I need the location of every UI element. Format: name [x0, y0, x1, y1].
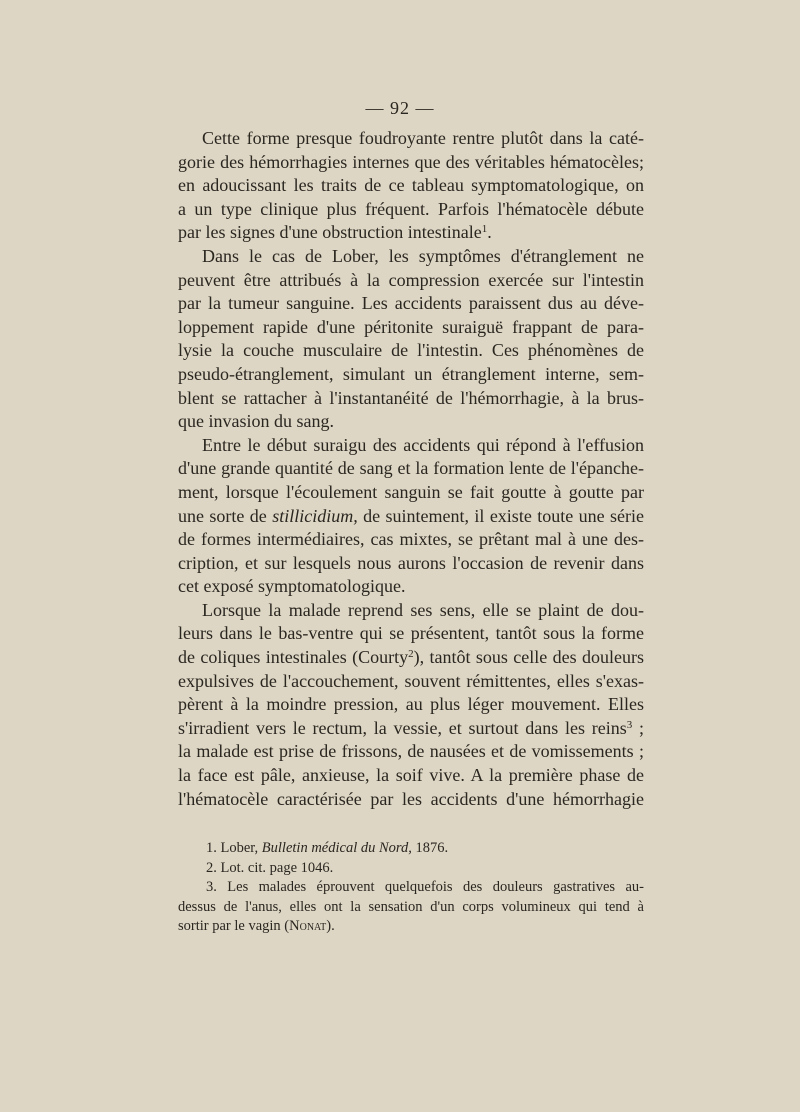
text-line: blent se rattacher à l'instantanéité de l'hémorrhagie, à la brus- — [178, 387, 644, 408]
text-line: Entre le début suraigu des accidents qui répond à l'effusion — [202, 434, 644, 455]
body-text — [178, 127, 644, 811]
footnote-marker: 1 — [481, 223, 488, 236]
footnote-2: 2. Lot. cit. page 1046. — [206, 859, 334, 876]
paragraph-2 — [178, 245, 644, 434]
page-number: — 92 — — [365, 98, 435, 118]
footnote-3-line: 3. Les malades éprouvent quelquefois des douleurs gastratives au- — [206, 879, 644, 895]
text-line — [178, 221, 644, 245]
text-fragment: de coliques intestinales (Courty — [178, 647, 409, 668]
text-fragment: une sorte de — [178, 505, 273, 526]
text-fragment: ; — [632, 717, 644, 738]
paragraph-4 — [178, 599, 644, 811]
text-fragment: par les signes d'une obstruction intestinale — [178, 222, 482, 243]
text-line: ment, lorsque l'écoulement sanguin se fait goutte à goutte par — [178, 481, 644, 502]
italic-term: stillicidium, — [272, 505, 358, 526]
footnote-1 — [178, 839, 644, 859]
text-line: en adoucissant les traits de ce tableau symptomatologique, on — [178, 175, 644, 196]
text-fragment: ). — [326, 918, 335, 934]
text-fragment: ), tantôt sous celle des douleurs — [413, 647, 645, 668]
text-fragment: . — [487, 222, 492, 243]
text-line: expulsives de l'accouchement, souvent rémittentes, elles s'exas- — [178, 670, 644, 691]
text-line — [178, 646, 644, 670]
text-line: gorie des hémorrhagies internes que des véritables hématocèles; — [178, 151, 644, 172]
text-line: l'hématocèle caractérisée par les accidents d'une hémorrhagie — [178, 788, 644, 809]
text-fragment: 1876. — [411, 840, 449, 856]
text-line: que invasion du sang. — [178, 411, 334, 432]
footnote-marker: 2 — [408, 648, 414, 661]
text-line: pèrent à la moindre pression, au plus léger mouvement. Elles — [178, 694, 644, 715]
text-fragment: de suintement, il existe toute une série — [357, 505, 644, 526]
text-line: cription, et sur lesquels nous aurons l'occasion de revenir dans — [178, 552, 644, 573]
text-line: peuvent être attribués à la compression exercée sur l'intestin — [178, 269, 644, 290]
text-line: leurs dans le bas-ventre qui se présentent, tantôt sous la forme — [178, 623, 644, 644]
text-line: a un type clinique plus fréquent. Parfois l'hématocèle débute — [178, 198, 644, 219]
text-fragment: s'irradient vers le rectum, la vessie, et surtout dans les reins — [178, 717, 627, 738]
text-line: cet exposé symptomatologique. — [178, 576, 406, 597]
text-line: la malade est prise de frissons, de nausées et de vomissements ; — [178, 741, 644, 762]
text-fragment: 1. Lober, — [206, 840, 262, 856]
text-line: la face est pâle, anxieuse, la soif vive. A la première phase de — [178, 765, 644, 786]
footnote-marker: 3 — [626, 718, 633, 731]
text-line: loppement rapide d'une péritonite suraiguë frappant de para- — [178, 316, 644, 337]
paragraph-3 — [178, 434, 644, 599]
text-line: de formes intermédiaires, cas mixtes, se prêtant mal à une des- — [178, 529, 644, 550]
paragraph-1 — [178, 127, 644, 245]
text-line: Dans le cas de Lober, les symptômes d'étranglement ne — [202, 245, 644, 266]
footnote-3-line: dessus de l'anus, elles ont la sensation d'un corps volumineux qui tend à — [178, 898, 644, 915]
text-fragment: sortir par le vagin ( — [178, 918, 290, 934]
text-line: Lorsque la malade reprend ses sens, elle se plaint de dou- — [202, 599, 644, 620]
italic-title: Bulletin médical du Nord, — [261, 840, 412, 856]
text-line — [178, 505, 644, 529]
text-line — [178, 717, 644, 741]
text-line: par la tumeur sanguine. Les accidents paraissent dus au déve- — [178, 293, 644, 314]
author-name: Nonat — [289, 918, 327, 934]
text-line: Cette forme presque foudroyante rentre plutôt dans la caté- — [202, 128, 644, 148]
footnotes — [178, 839, 644, 937]
footnote-3-line — [178, 917, 644, 937]
text-line: lysie la couche musculaire de l'intestin. Ces phénomènes de — [178, 340, 644, 361]
text-line: d'une grande quantité de sang et la formation lente de l'épanche- — [178, 458, 644, 479]
text-line: pseudo-étranglement, simulant un étranglement interne, sem- — [178, 363, 644, 384]
